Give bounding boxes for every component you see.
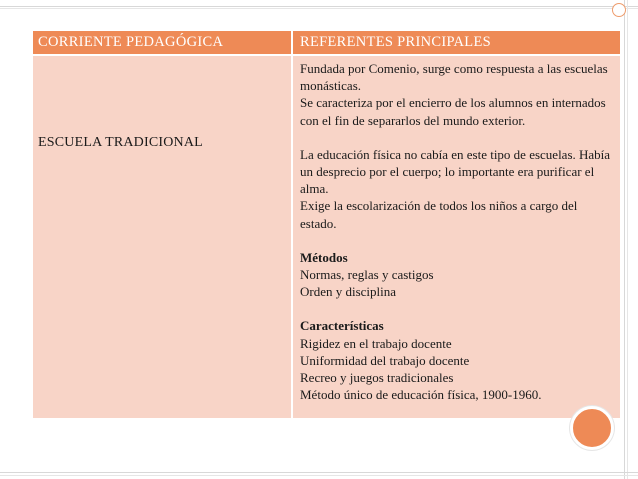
caracteristica-item: Método único de educación física, 1900-1960. (300, 387, 542, 403)
accent-circle-decoration (570, 406, 614, 450)
cell-referentes (293, 56, 620, 418)
top-border-line-inner (0, 8, 638, 9)
metodo-item: Normas, reglas y castigos (300, 267, 434, 283)
caracteristica-item: Rigidez en el trabajo docente (300, 335, 452, 351)
bottom-border-line (0, 472, 638, 473)
right-border-line (624, 0, 625, 479)
metodo-item: Orden y disciplina (300, 284, 397, 300)
metodos-title: Métodos (300, 249, 348, 265)
header-referentes: REFERENTES PRINCIPALES (293, 31, 620, 54)
intro-line: Fundada por Comenio, surge como respuesta a las escuelas monásticas. (300, 61, 608, 94)
note-line: La educación física no cabía en este tipo de escuelas. Había un desprecio por el cuerpo; lo importante era purificar el alma. (300, 146, 611, 197)
corriente-name: ESCUELA TRADICIONAL (38, 135, 203, 150)
caracteristica-item: Uniformidad del trabajo docente (300, 352, 470, 368)
note-line: Exige la escolarización de todos los niños a cargo del estado. (300, 198, 578, 231)
cell-corriente (33, 56, 291, 418)
bottom-border-line-inner (0, 475, 638, 476)
top-border-line (0, 6, 638, 7)
corner-circle-decoration (612, 3, 626, 17)
right-border-line-inner (627, 0, 628, 479)
header-corriente: CORRIENTE PEDAGÓGICA (33, 31, 291, 54)
caracteristica-item: Recreo y juegos tradicionales (300, 370, 454, 386)
caracteristicas-title: Características (300, 318, 384, 334)
intro-line: Se caracteriza por el encierro de los alumnos en internados con el fin de separarlos del mundo exterior. (300, 95, 606, 128)
